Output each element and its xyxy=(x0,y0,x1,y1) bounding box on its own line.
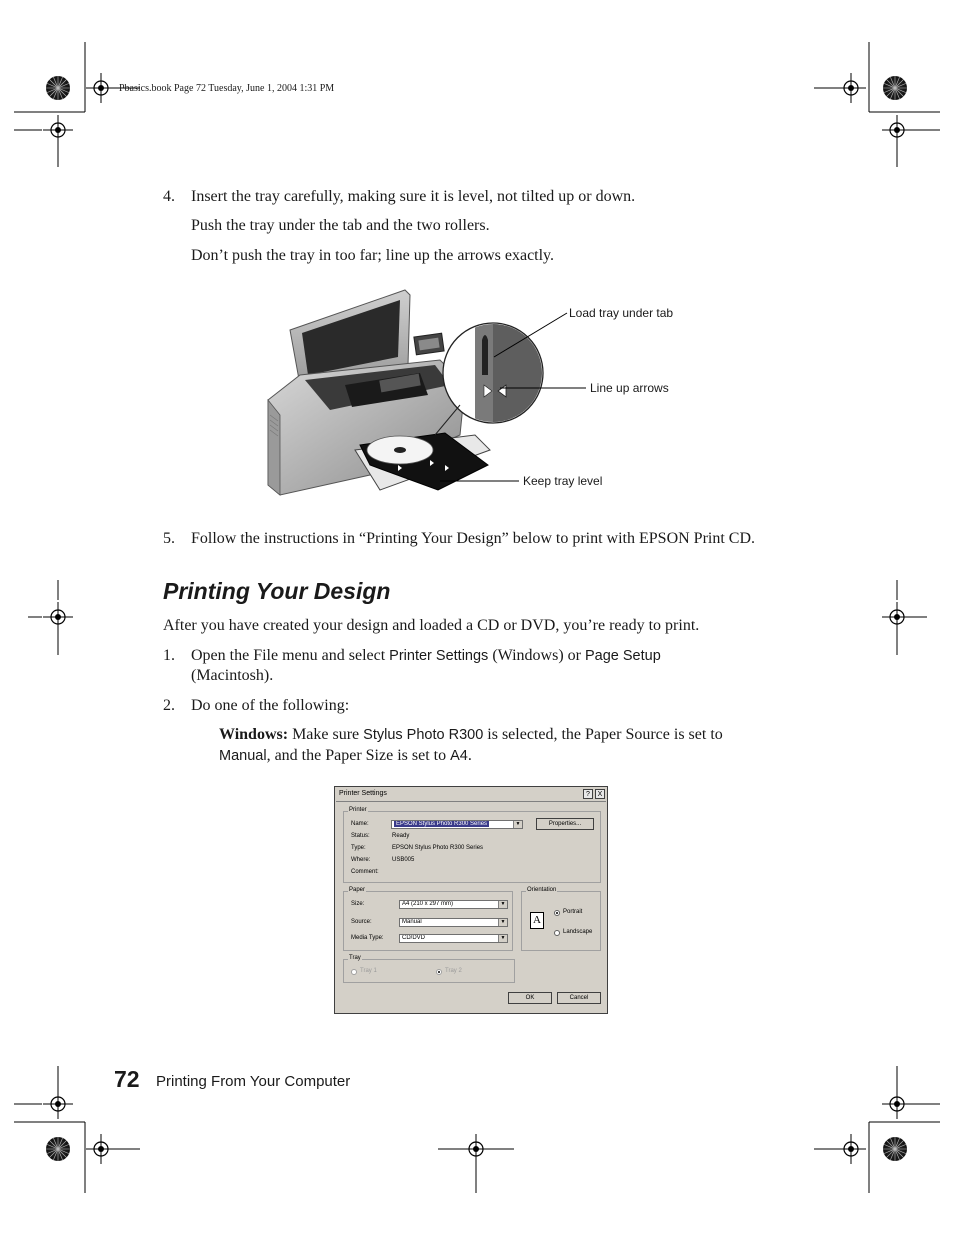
status-value: Ready xyxy=(392,833,410,839)
section-heading: Printing Your Design xyxy=(163,578,391,604)
windows-instruction xyxy=(219,725,723,745)
dialog-titlebar xyxy=(336,788,606,802)
status-label: Status: xyxy=(351,833,370,839)
type-label: Type: xyxy=(351,845,366,851)
tray2-radio[interactable] xyxy=(436,969,442,975)
windows-mid2: , and the Paper Size is set to xyxy=(266,747,451,764)
ui-page-setup: Page Setup xyxy=(584,648,661,664)
portrait-label: Portrait xyxy=(563,909,583,915)
where-label: Where: xyxy=(351,857,371,863)
printer-group xyxy=(343,807,601,883)
printer-name-value: EPSON Stylus Photo R300 Series xyxy=(396,821,488,827)
windows-instruction-line2 xyxy=(219,746,472,766)
orientation-preview-icon: A xyxy=(530,912,544,929)
dialog-title: Printer Settings xyxy=(339,790,387,797)
tray1-label: Tray 1 xyxy=(360,968,377,974)
media-type-select[interactable] xyxy=(399,934,508,943)
paper-source-select[interactable] xyxy=(399,918,508,927)
media-type-label: Media Type: xyxy=(351,935,384,941)
step-4-text: Insert the tray carefully, making sure it is level, not tilted up or down. xyxy=(191,188,636,205)
step-4-sub2: Don’t push the tray in too far; line up the arrows exactly. xyxy=(191,247,555,264)
windows-label: Windows: xyxy=(219,726,289,743)
chevron-down-icon: ▼ xyxy=(498,919,507,926)
windows-pre: Make sure xyxy=(288,726,364,743)
ui-manual: Manual xyxy=(219,748,267,764)
paper-group xyxy=(343,887,513,951)
properties-button[interactable]: Properties... xyxy=(536,818,594,830)
callout-load-tray: Load tray under tab xyxy=(569,306,674,320)
ui-stylus-photo: Stylus Photo R300 xyxy=(363,727,484,743)
step-4-sub1: Push the tray under the tab and the two rollers. xyxy=(191,217,490,234)
orientation-group-label: Orientation xyxy=(527,887,557,893)
cancel-button[interactable]: Cancel xyxy=(557,992,601,1004)
printer-name-select[interactable] xyxy=(391,820,523,829)
chevron-down-icon: ▼ xyxy=(498,935,507,942)
step-5-text: Follow the instructions in “Printing Your Design” below to print with EPSON Print CD. xyxy=(191,530,756,547)
orientation-group xyxy=(521,887,601,951)
printer-settings-dialog xyxy=(334,786,608,1014)
portrait-radio[interactable] xyxy=(554,910,560,916)
name-label: Name: xyxy=(351,821,369,827)
step-4-number: 4. xyxy=(163,188,175,205)
step-1-mid: (Windows) or xyxy=(488,647,585,664)
landscape-label: Landscape xyxy=(563,929,593,935)
ok-button[interactable]: OK xyxy=(508,992,552,1004)
media-type-value: CD/DVD xyxy=(402,935,426,941)
step-5-number: 5. xyxy=(163,530,175,547)
step-2-text: Do one of the following: xyxy=(191,697,350,714)
type-value: EPSON Stylus Photo R300 Series xyxy=(392,845,484,851)
section-intro: After you have created your design and loaded a CD or DVD, you’re ready to print. xyxy=(163,617,700,634)
printer-group-label: Printer xyxy=(349,807,367,813)
comment-label: Comment: xyxy=(351,869,379,875)
windows-end: . xyxy=(467,747,472,764)
step-1-text xyxy=(191,646,661,666)
tray-group-label: Tray xyxy=(349,955,361,961)
paper-source-value: Manual xyxy=(402,919,422,925)
book-meta-header: Pbasics.book Page 72 Tuesday, June 1, 2004 1:31 PM xyxy=(119,83,335,94)
tray2-label: Tray 2 xyxy=(445,968,462,974)
close-button[interactable]: X xyxy=(595,789,605,799)
ui-a4: A4 xyxy=(450,748,468,764)
ui-printer-settings: Printer Settings xyxy=(389,648,489,664)
callout-line-up-arrows: Line up arrows xyxy=(590,381,669,395)
paper-group-label: Paper xyxy=(349,887,366,893)
tray1-radio[interactable] xyxy=(351,969,357,975)
page-number: 72 xyxy=(114,1066,140,1092)
footer-section-title: Printing From Your Computer xyxy=(156,1073,351,1090)
tray-group xyxy=(343,955,515,983)
where-value: USB005 xyxy=(392,857,415,863)
step-2-number: 2. xyxy=(163,697,175,714)
paper-size-value: A4 (210 x 297 mm) xyxy=(402,901,454,907)
source-label: Source: xyxy=(351,919,372,925)
chevron-down-icon: ▼ xyxy=(498,901,507,908)
step-1-line2: (Macintosh). xyxy=(191,667,274,684)
chevron-down-icon: ▼ xyxy=(513,821,522,828)
step-1-pre: Open the File menu and select xyxy=(191,647,390,664)
size-label: Size: xyxy=(351,901,365,907)
landscape-radio[interactable] xyxy=(554,930,560,936)
callout-keep-tray-level: Keep tray level xyxy=(523,474,603,488)
paper-size-select[interactable] xyxy=(399,900,508,909)
step-1-number: 1. xyxy=(163,647,175,664)
windows-mid: is selected, the Paper Source is set to xyxy=(483,726,723,743)
help-button[interactable]: ? xyxy=(583,789,593,799)
